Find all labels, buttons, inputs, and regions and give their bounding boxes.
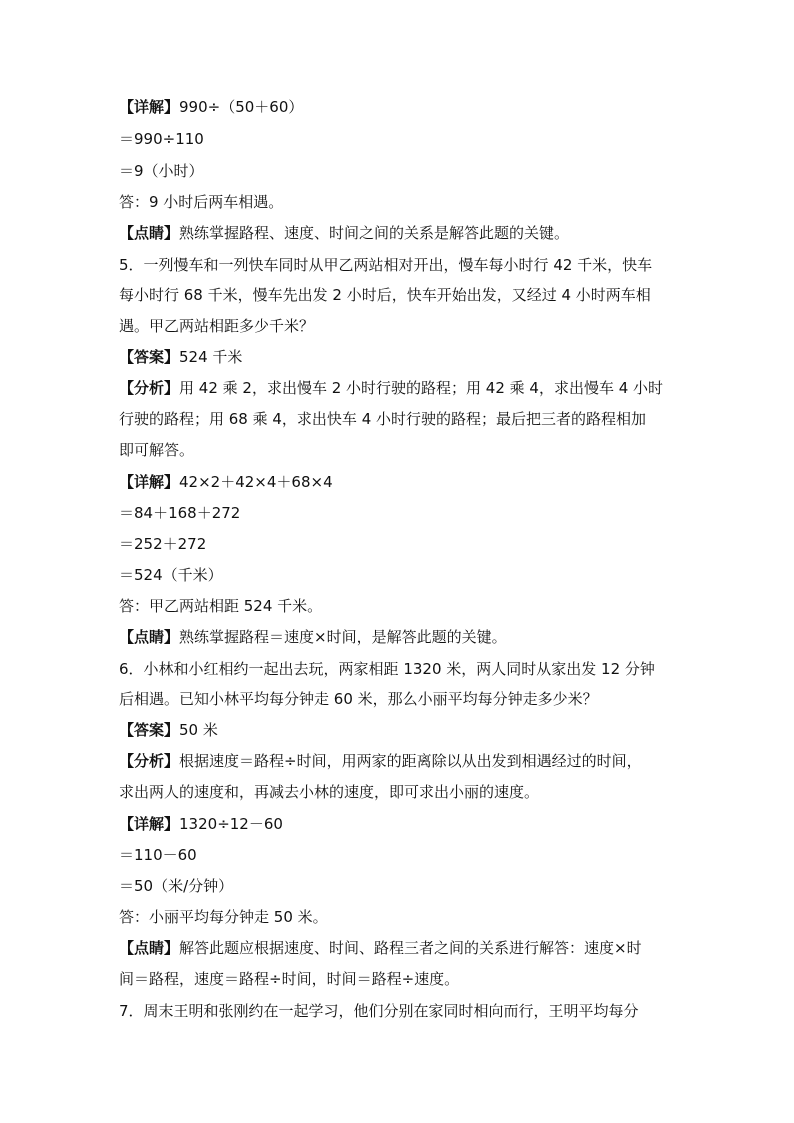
line-text: 答：甲乙两站相距 524 千米。 — [119, 597, 323, 615]
line-text: 5．一列慢车和一列快车同时从甲乙两站相对开出，慢车每小时行 42 千米，快车 — [119, 256, 653, 274]
text-line — [119, 440, 194, 460]
line-text: ＝9（小时） — [119, 162, 204, 180]
section-tag: 【详解】 — [119, 473, 180, 491]
question-line — [119, 255, 652, 275]
text-line — [119, 223, 569, 243]
question-line — [119, 659, 655, 679]
line-text: 遇。甲乙两站相距多少千米？ — [119, 317, 315, 335]
text-line — [119, 192, 283, 212]
line-text: ＝252＋272 — [119, 535, 207, 553]
line-text: 熟练掌握路程＝速度×时间，是解答此题的关键。 — [179, 628, 507, 646]
text-line — [119, 472, 333, 492]
line-text: 524 千米 — [179, 348, 243, 366]
text-line — [119, 938, 642, 958]
section-tag: 【答案】 — [119, 348, 180, 366]
line-text: 用 42 乘 2，求出慢车 2 小时行驶的路程；用 42 乘 4，求出慢车 4 小时 — [179, 379, 664, 397]
line-text: 行驶的路程；用 68 乘 4，求出快车 4 小时行驶的路程；最后把三者的路程相加 — [119, 410, 647, 428]
line-text: 每小时行 68 千米，慢车先出发 2 小时后，快车开始出发，又经过 4 小时两车相 — [119, 286, 651, 304]
text-line — [119, 907, 328, 927]
question-line — [119, 285, 651, 305]
text-line — [119, 161, 204, 181]
line-text: ＝84＋168＋272 — [119, 504, 241, 522]
text-line — [119, 814, 283, 834]
line-text: ＝50（米/分钟） — [119, 877, 234, 895]
line-text: 6．小林和小红相约一起出去玩，两家相距 1320 米，两人同时从家出发 12 分钟 — [119, 660, 655, 678]
line-text: 解答此题应根据速度、时间、路程三者之间的关系进行解答：速度×时 — [179, 939, 642, 957]
section-tag: 【分析】 — [119, 379, 180, 397]
section-tag: 【分析】 — [119, 752, 180, 770]
line-text: 990÷（50＋60） — [179, 98, 304, 116]
line-text: 42×2＋42×4＋68×4 — [179, 473, 333, 491]
line-text: 后相遇。已知小林平均每分钟走 60 米，那么小丽平均每分钟走多少米？ — [119, 690, 598, 708]
line-text: 根据速度＝路程÷时间，用两家的距离除以从出发到相遇经过的时间， — [179, 752, 642, 770]
text-line — [119, 503, 240, 523]
line-text: 7．周末王明和张刚约在一起学习，他们分别在家同时相向而行，王明平均每分 — [119, 1002, 639, 1020]
section-tag: 【答案】 — [119, 721, 180, 739]
section-tag: 【点睛】 — [119, 628, 180, 646]
text-line — [119, 409, 646, 429]
line-text: ＝990÷110 — [119, 130, 204, 148]
section-tag: 【详解】 — [119, 815, 180, 833]
text-line — [119, 378, 663, 398]
text-line — [119, 347, 242, 367]
text-line — [119, 534, 206, 554]
line-text: 50 米 — [179, 721, 218, 739]
text-line — [119, 596, 322, 616]
text-line — [119, 565, 223, 585]
text-line — [119, 720, 218, 740]
line-text: 求出两人的速度和，再减去小林的速度，即可求出小丽的速度。 — [119, 783, 540, 801]
text-line — [119, 627, 507, 647]
text-line — [119, 97, 303, 117]
line-text: 答：小丽平均每分钟走 50 米。 — [119, 908, 328, 926]
text-line — [119, 876, 233, 896]
text-line — [119, 969, 459, 989]
line-text: ＝110－60 — [119, 846, 197, 864]
text-line — [119, 782, 539, 802]
line-text: ＝524（千米） — [119, 566, 223, 584]
text-line — [119, 845, 197, 865]
section-tag: 【详解】 — [119, 98, 180, 116]
line-text: 1320÷12－60 — [179, 815, 283, 833]
line-text: 熟练掌握路程、速度、时间之间的关系是解答此题的关键。 — [179, 224, 570, 242]
question-line — [119, 316, 314, 336]
section-tag: 【点睛】 — [119, 939, 180, 957]
line-text: 间＝路程，速度＝路程÷时间，时间＝路程÷速度。 — [119, 970, 460, 988]
section-tag: 【点睛】 — [119, 224, 180, 242]
question-line — [119, 1001, 639, 1021]
text-line — [119, 751, 642, 771]
question-line — [119, 689, 598, 709]
line-text: 答：9 小时后两车相遇。 — [119, 193, 284, 211]
line-text: 即可解答。 — [119, 441, 195, 459]
text-line — [119, 129, 204, 149]
